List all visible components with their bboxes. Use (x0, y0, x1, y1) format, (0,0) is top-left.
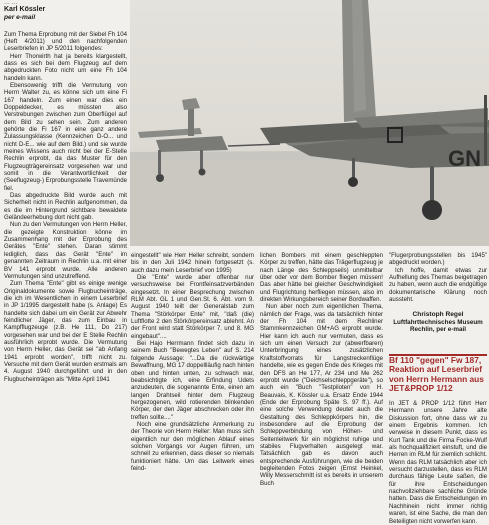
letter2-organization: Luftfahrttechnisches Museum Rechlin, per e-mail (393, 319, 483, 334)
article-headline: Bf 110 "gegen" Fw 187, Reaktion auf Leserbrief von Herrn Hermann aus JET&PROP 1/12 (389, 355, 484, 393)
paragraph: Ebensowenig trifft die Vermutung von Herrn Walter zu, es könne sich um eine Fi 167 handeln. Zum einen war dies ein Doppeldecker, es müssten also Verstrebungen zwischen zum Oberflügel auf dem Bild zu sehen sein. Zum anderen gehörte die Fi 167 in eine ganz andere Zulassungsklasse (Kennzeichen D-O... und nicht D-E... wie auf dem Bild.) und sie wurde meines Wissens auch nicht bei der E-Stelle Rechlin erprobt, da das Muster für den Flugzeugträgereinsatz vorgesehen war und somit in die Verantwortlichkeit der (Seeflugzeug-) Erprobungsstelle Travemünde fiel. (4, 81, 127, 192)
paragraph: Zum Thema Erprobung mit der Siebel Fh 104 (Heft 4/2011) und den nachfolgenden Leserbriefen in JP 5/2011 folgendes: (4, 30, 127, 53)
paragraph: Nun aber noch zum eigentlichen Thema, nämlich der Frage, was da tatsächlich hinter der Fh 104 mit dem Rechliner Stammkennzeichen GM+AG erprobt wurde. Hier kann ich auch nur vermuten, dass es sich um einen Versuch zur (abwerfbaren) Unterbringung eines zusätzlichen Kraftstoffvorrats für Langstreckenflüge handelte, wie es gegen Ende des Krieges mit den DFS an He 177, Ar 234 und Me 262 erprobt wurde ("Deichselschleppgeräte"), so auch ein "Buch "Testpiloten" von H. Beauvais, K. Kössler u.a. Ersatz Ende 1944 (Ende der Erprobung Späte S. 97 ff.). Auf eine solche Verwendung deutet auch die Gestaltung des Schleppkörpers hin, die insbesondere auf die Erprobung der Schleppverbindung von Höhen- und Seitenleitwerk für ein möglichst ruhige und stabiles Flugverhalten ausgelegt war. Tatsächlich gab es davon auch entsprechende Ausführungen, wie die beiden begleitenden Fotos zeigen (Ernst Heinkel, Willy Messerschmitt ist es bereits in unserem Buch (260, 303, 383, 487)
column-4-body (389, 400, 487, 525)
top-cut-text: … … (4, 0, 18, 6)
aircraft-photo (130, 0, 489, 246)
paragraph: eingestellt" wie Herr Heller schreibt, sondern bis in den Juli 1942 hinein fortgesetzt (s. auch dazu mein Leserbrief von 1995) (131, 252, 254, 274)
paragraph: "Flugerprobungsstellen bis 1945" abgedruckt worden.) (389, 252, 487, 267)
paragraph: Nun zu den Vermutungen von Herrn Heller, die gezeigte Konstruktion könne im Zusammenhang mit der Erprobung des Gerätes "Ente" stehen. Daran stimmt lediglich, dass das Gerät "Ente" im genannten Zeitraum in Rechlin u.a. mit einer BV 141 erprobt wurde. Alle anderen Vermutungen sind unzutreffend. (4, 221, 127, 280)
column-3 (260, 252, 383, 500)
column-2 (131, 252, 254, 500)
column-4 (389, 252, 487, 352)
letter1-author: Karl Kössler (4, 6, 46, 13)
paragraph: Ich hoffe, damit etwas zur Aufhellung des Themas beigetragen zu haben, wenn auch die endgültige dokumentarische Klärung noch aussteht. (389, 266, 487, 304)
aircraft-photo-graphic (130, 0, 489, 246)
letter1-email: per e-mail (4, 14, 36, 21)
paragraph: Zum Thema "Ente" gibt es einige wenige Originaldokumente sowie Flugbucheinträge, die ich im Wesentlichen in einem Leserbrief in JP 1/1995 dargestellt habe (s. Anlage) Es handelte sich dabei um ein Gerät zur Abwehr feindlicher Jäger, das zum Einbau in Kampfflugzeuge (z.B. He 111, Do 217) vorgesehen war und bei der E Stelle Rechlin ausführlich erprobt wurde. Die Vermutung von Herrn Heller, das Gerät sei "ab Anfang 1941 erprobt worden", trifft nicht zu. Versuche mit dem Gerät wurden erstmals am 4. August 1940 durchgeführt und in den Flugbucheinträgen als "Mitte April 1941 (4, 280, 127, 383)
paragraph: Das abgedruckte Bild wurde auch mit Sicherheit nicht in Rechlin aufgenommen, da es die im Hintergrund sichtbare bewaldete Geländeerhebung dort nicht gab. (4, 192, 127, 222)
paragraph: Noch eine grundsätzliche Anmerkung zu der Theorie von Herrn Heller: Man muss sich eigentlich nur den möglichen Ablauf eines solchen Vorgangs vor Augen führen, um schnell zu erkennen, dass dieser so niemals funktioniert hätte. Um das Leitwerk eines feind- (131, 420, 254, 472)
paragraph: Die "Ente" wurde aber offenbar nur versuchsweise bei Frontfeinsatzverbänden eingesetzt. In einer Besprechung zwischen RLM Abt. GL 1 und Gen.St. 6. Abt. vom 9. August 1940 teilt der Generalstab zum Thema "Störkörper Ente" mit, "daß (die) Luftflotte 2 den Störkörpereinsatz ablehnt. An der Front wird statt Störkörper 7. und 8. MG eingebaut".... (131, 274, 254, 340)
letter2-author: Christoph Regel (412, 311, 464, 319)
column-1 (4, 6, 127, 500)
paragraph: lichen Bombers mit einem geschleppten Körper zu treffen, hätte das Trägerflugzeug je nach Länge des Schleppseils) unmittelbar über oder vor dem Bomber fliegen müssen! Das aber hätte bei gleicher Geschwindigkeit und Flugrichtung herfliegen müssen, also im direkten Wirkungsbereich seiner Bordwaffen. (260, 252, 383, 304)
paragraph: Bei Hajo Herrmann findet sich dazu in seinem Buch "Bewegtes Leben" auf S. 214 folgende Aussage: "...Da die rückwärtige Bewaffnung, MG 17 doppellläufig nach hinten oben und hinten unten, zu schwach war, beabsichtigte ich, eine Erfindung Udets anzudeuten, die sogenannte Ente, einen am langen Drahtseil hinter dem Flugzeug hergezogenen, wild rotierenden blinkenden Körper, der den Jäger abschrecken oder ihn treffen sollte...." (131, 340, 254, 421)
paragraph: Herr Thorwirth hat ja bereits klargestellt, dass es sich bei dem Flugzeug auf dem abgedruckten Foto nicht um eine Fh 104 handeln kann. (4, 52, 127, 82)
paragraph: In JET & PROP 1/12 führt Herr Hermann unsere Jahre alte Diskussion fort, ohne dass wir zu einem Ergebnis kommen. Ich verweise in diesem Punkt, dass es Kurt Tank und die Firma Focke-Wulf als hochqualifiziert einstuft, und die Herren im RLM für ziemlich schlicht. Wenn das RLM tatsächlich aber ich versucht darzustellen, dass es RLM durchaus fähige Leute saßen, die für ihre Entscheidungen nachvollziehbare sachliche Gründe hatten. Dass die Entscheidungen im Nachhinein nicht immer richtig waren, ist eine Sache, die man den Beteiligten nicht vorwerfen kann. (389, 400, 487, 525)
aircraft-code-letters: GN (448, 146, 481, 171)
